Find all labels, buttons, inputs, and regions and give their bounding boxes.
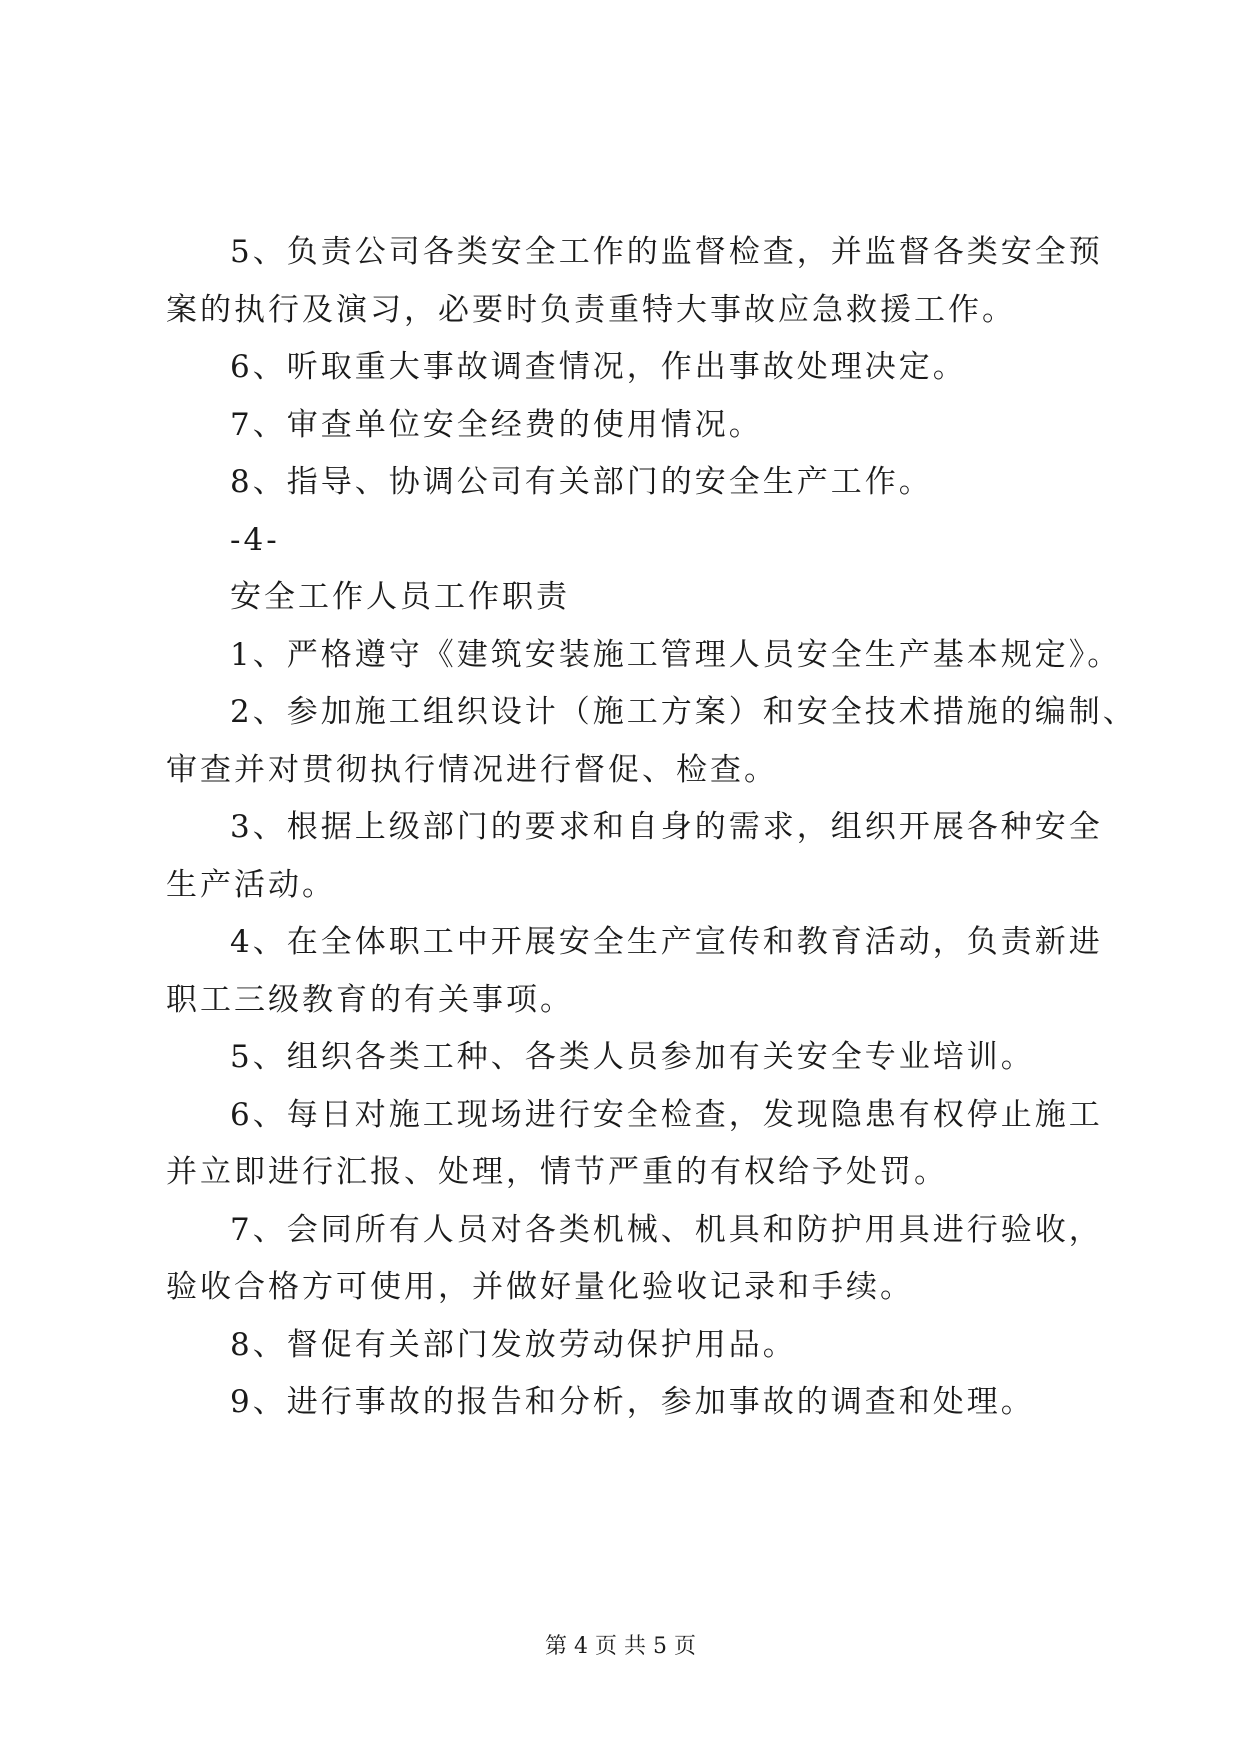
paragraph-line: 4、在全体职工中开展安全生产宣传和教育活动，负责新进	[230, 924, 1103, 960]
paragraph-line: 验收合格方可使用，并做好量化验收记录和手续。	[166, 1269, 914, 1305]
paragraph-line: 5、负责公司各类安全工作的监督检查，并监督各类安全预	[230, 234, 1103, 270]
page-marker: -4-	[230, 522, 280, 558]
paragraph-line: 职工三级教育的有关事项。	[166, 982, 574, 1018]
paragraph-line: 1、严格遵守《建筑安装施工管理人员安全生产基本规定》。	[230, 637, 1122, 673]
paragraph-line: 2、参加施工组织设计（施工方案）和安全技术措施的编制、	[230, 694, 1137, 730]
paragraph-line: 审查并对贯彻执行情况进行督促、检查。	[166, 752, 778, 788]
paragraph-line: 生产活动。	[166, 867, 336, 903]
paragraph-line: 6、听取重大事故调查情况，作出事故处理决定。	[230, 349, 967, 385]
paragraph-line: 8、督促有关部门发放劳动保护用品。	[230, 1327, 797, 1363]
page-footer: 第 4 页 共 5 页	[545, 1634, 696, 1659]
paragraph-line: 5、组织各类工种、各类人员参加有关安全专业培训。	[230, 1039, 1035, 1075]
paragraph-line: 案的执行及演习，必要时负责重特大事故应急救援工作。	[166, 292, 1016, 328]
section-heading: 安全工作人员工作职责	[230, 579, 570, 615]
paragraph-line: 6、每日对施工现场进行安全检查，发现隐患有权停止施工	[230, 1097, 1103, 1133]
paragraph-line: 8、指导、协调公司有关部门的安全生产工作。	[230, 464, 933, 500]
paragraph-line: 并立即进行汇报、处理，情节严重的有权给予处罚。	[166, 1154, 948, 1190]
paragraph-line: 7、审查单位安全经费的使用情况。	[230, 407, 763, 443]
paragraph-line: 3、根据上级部门的要求和自身的需求，组织开展各种安全	[230, 809, 1103, 845]
paragraph-line: 7、会同所有人员对各类机械、机具和防护用具进行验收，	[230, 1212, 1103, 1248]
paragraph-line: 9、进行事故的报告和分析，参加事故的调查和处理。	[230, 1384, 1035, 1420]
